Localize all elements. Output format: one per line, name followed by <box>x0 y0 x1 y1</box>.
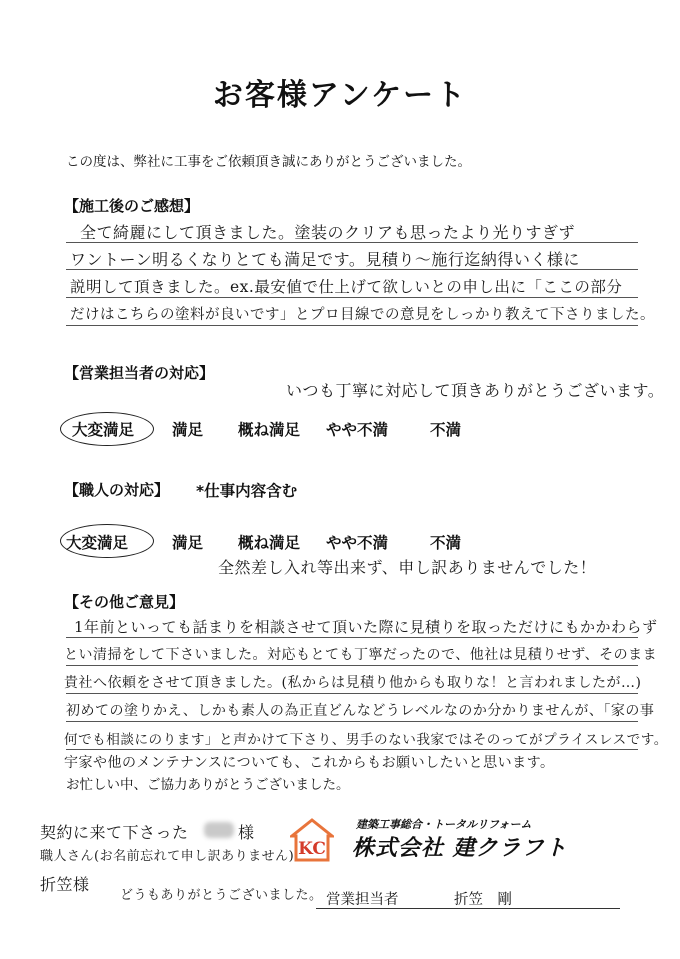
handnote-thanks: どうもありがとうございました。 <box>120 888 323 903</box>
ruled-line <box>66 325 638 326</box>
ruled-line <box>66 242 638 243</box>
ruled-line <box>66 693 638 694</box>
section-sales-heading: 【営業担当者の対応】 <box>64 364 215 382</box>
craftsman-option-somewhat-dissatisfied[interactable]: やや不満 <box>326 534 389 552</box>
impressions-line-1: 全て綺麗にして頂きました。塗装のクリアも思ったより光りすぎず <box>80 223 576 242</box>
sales-rep-label: 営業担当者 <box>326 892 399 908</box>
company-logo-letters: KC <box>298 839 326 859</box>
craftsman-option-dissatisfied[interactable]: 不満 <box>430 534 462 552</box>
company-name: 株式会社 建クラフト <box>352 836 568 861</box>
ruled-line <box>66 721 638 722</box>
ruled-line <box>66 297 638 298</box>
ruled-line <box>66 665 638 666</box>
craftsman-comment: 全然差し入れ等出来ず、申し訳ありませんでした！ <box>218 558 597 577</box>
craftsman-option-mostly-satisfied[interactable]: 概ね満足 <box>238 534 301 552</box>
other-line-5: 何でも相談にのります」と声かけて下さり、男手のない我家ではそのってがプライスレスです。 <box>64 732 668 748</box>
ruled-line <box>66 637 638 638</box>
handnote-line-2: 職人さん(お名前忘れて申し訳ありません) <box>40 849 295 864</box>
section-impressions-heading: 【施工後のご感想】 <box>64 197 200 215</box>
craftsman-note: *仕事内容含む <box>196 482 298 500</box>
sales-option-dissatisfied[interactable]: 不満 <box>430 421 462 439</box>
page-title: お客様アンケート <box>212 78 468 113</box>
impressions-line-3: 説明して頂きました。ex.最安値で仕上げて欲しいとの申し出に「ここの部分 <box>70 278 623 296</box>
intro-text: この度は、弊社に工事をご依頼頂き誠にありがとうございました。 <box>66 154 471 170</box>
handnote-line-1-prefix: 契約に来て下さった <box>40 823 189 842</box>
ruled-line <box>66 269 638 270</box>
company-logo-icon <box>290 818 334 862</box>
other-line-6: 宇家や他のメンテナンスについても、これからもお願いしたいと思います。 <box>64 755 555 771</box>
section-craftsman-heading: 【職人の対応】 <box>64 481 170 499</box>
sales-option-mostly-satisfied[interactable]: 概ね満足 <box>238 421 301 439</box>
other-line-4: 初めての塗りかえ、しかも素人の為正直どんなどうレベルなのか分かりませんが、「家の事 <box>66 703 655 719</box>
sales-option-very-satisfied[interactable]: 大変満足 <box>72 421 135 439</box>
company-tagline: 建築工事総合・トータルリフォーム <box>356 818 532 831</box>
craftsman-option-very-satisfied[interactable]: 大変満足 <box>66 534 129 552</box>
sales-option-satisfied[interactable]: 満足 <box>172 421 204 439</box>
sales-option-somewhat-dissatisfied[interactable]: やや不満 <box>326 421 389 439</box>
impressions-line-2: ワントーン明るくなりとても満足です。見積り～施行迄納得いく様に <box>70 250 580 269</box>
other-line-3: 貴社へ依頼をさせて頂きました。(私からは見積り他からも取りな！と言われましたが…) <box>64 675 642 691</box>
sales-rep-name: 折笠 剛 <box>454 892 512 908</box>
other-line-2: とい清掃をして下さいました。対応もとても丁寧だったので、他社は見積りせず、そのまま <box>64 647 658 663</box>
redacted-name <box>204 822 234 838</box>
impressions-line-4: だけはこちらの塗料が良いです」とプロ目線での意見をしっかり教えて下さりました。 <box>70 307 655 323</box>
handnote-line-1-suffix: 様 <box>238 823 255 842</box>
sales-comment: いつも丁寧に対応して頂きありがとうございます。 <box>286 381 665 400</box>
signature-line <box>316 908 620 909</box>
section-other-heading: 【その他ご意見】 <box>64 593 185 611</box>
closing-text: お忙しい中、ご協力ありがとうございました。 <box>66 777 350 793</box>
handnote-line-3: 折笠様 <box>40 875 90 894</box>
ruled-line <box>66 749 638 750</box>
other-line-1: 1年前といっても話まりを相談させて頂いた際に見積りを取っただけにもかかわらず <box>74 618 658 636</box>
craftsman-option-satisfied[interactable]: 満足 <box>172 534 204 552</box>
